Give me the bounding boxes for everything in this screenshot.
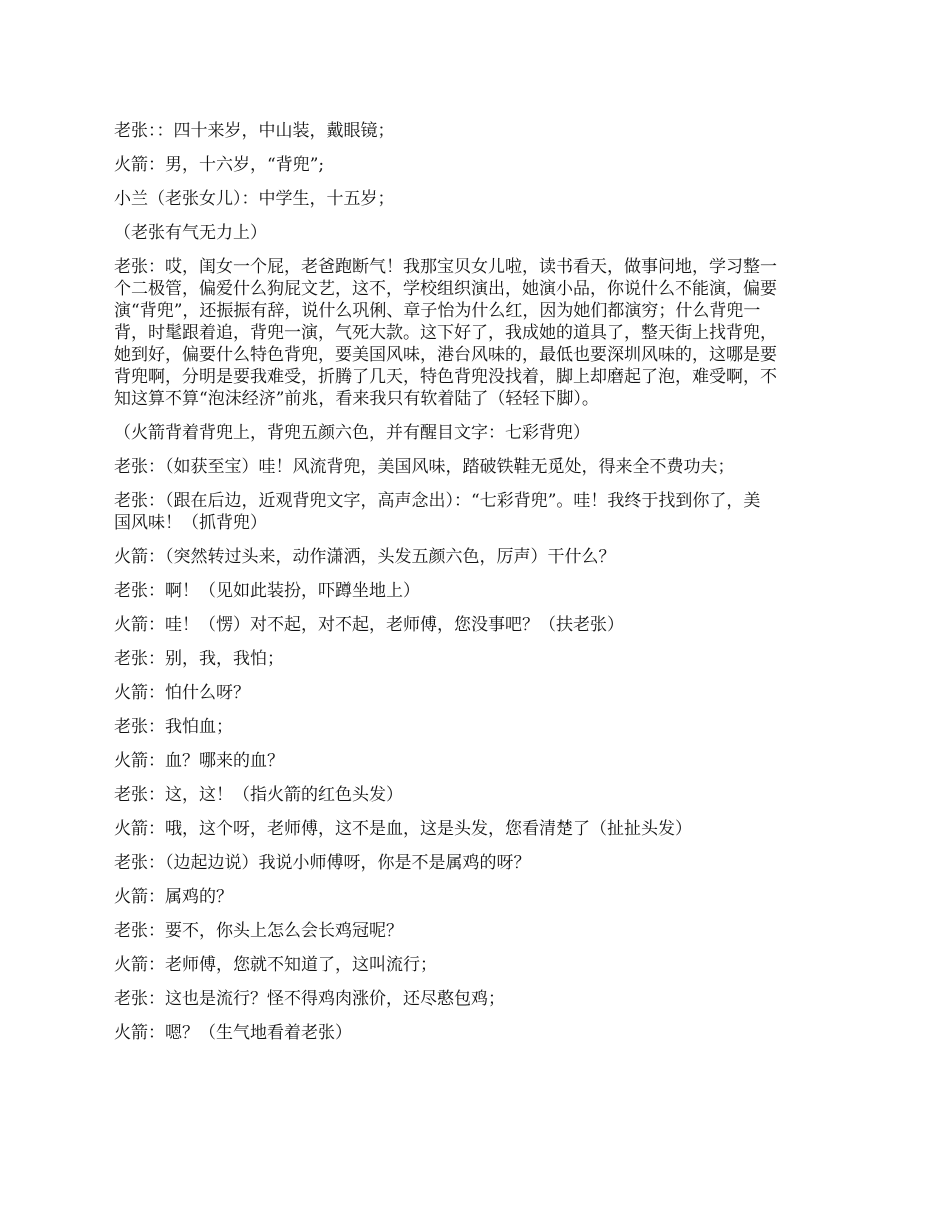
dialogue-line: 老张：啊！（见如此装扮，吓蹲坐地上）	[114, 581, 420, 601]
dialogue-line: 老张：这，这！（指火箭的红色头发）	[114, 785, 403, 805]
dialogue-line: 火箭：（突然转过头来，动作潇洒，头发五颜六色，厉声）干什么？	[114, 547, 616, 567]
dialogue-line: 国风味！（抓背兜）	[114, 513, 267, 533]
monologue-line: 背，时髦跟着追，背兜一演，气死大款。这下好了，我成她的道具了，整天街上找背兜，	[114, 323, 777, 343]
monologue-line: 老张：哎，闺女一个屁，老爸跑断气！我那宝贝女儿啦，读书看天，做事问地，学习整一	[114, 257, 777, 277]
cast-line-laozhang: 老张：：四十来岁，中山装，戴眼镜；	[114, 121, 395, 141]
dialogue-line: 老张：（边起边说）我说小师傅呀，你是不是属鸡的呀？	[114, 853, 531, 873]
stage-direction: （火箭背着背兜上，背兜五颜六色，并有醒目文字：七彩背兜）	[114, 423, 590, 443]
script-page	[114, 120, 840, 1056]
stage-direction: （老张有气无力上）	[114, 223, 267, 243]
dialogue-line: 老张：要不，你头上怎么会长鸡冠呢？	[114, 921, 403, 941]
dialogue-line: 火箭：属鸡的？	[114, 887, 233, 907]
dialogue-line: 火箭：哦，这个呀，老师傅，这不是血，这是头发，您看清楚了（扯扯头发）	[114, 819, 692, 839]
monologue-line: 她到好，偏要什么特色背兜，要美国风味，港台风味的，最低也要深圳风味的，这哪是要	[114, 345, 777, 365]
dialogue-line: 火箭：嗯？（生气地看着老张）	[114, 1023, 352, 1043]
dialogue-line: 老张：我怕血；	[114, 717, 233, 737]
dialogue-line: 火箭：怕什么呀？	[114, 683, 250, 703]
dialogue-line: 老张：（跟在后边，近观背兜文字，高声念出）：“七彩背兜”。哇！我终于找到你了，美	[114, 491, 761, 511]
dialogue-line: 老张：（如获至宝）哇！风流背兜，美国风味，踏破铁鞋无觅处，得来全不费功夫；	[114, 457, 735, 477]
monologue-line: 演“背兜”，还振振有辞，说什么巩俐、章子怡为什么红，因为她们都演穷；什么背兜一	[114, 301, 761, 321]
monologue-line: 知这算不算“泡沫经济”前兆，看来我只有软着陆了（轻轻下脚）。	[114, 389, 599, 409]
cast-line-huojian: 火箭：男，十六岁，“背兜”;	[114, 155, 325, 175]
monologue-line: 个二极管，偏爱什么狗屁文艺，这不，学校组织演出，她演小品，你说什么不能演，偏要	[114, 279, 777, 299]
dialogue-paragraph	[114, 490, 840, 534]
cast-line-xiaolan: 小兰（老张女儿）：中学生，十五岁；	[114, 189, 395, 209]
dialogue-line: 老张：这也是流行？怪不得鸡肉涨价，还尽憨包鸡；	[114, 989, 505, 1009]
monologue-line: 背兜啊，分明是要我难受，折腾了几天，特色背兜没找着，脚上却磨起了泡，难受啊，不	[114, 367, 777, 387]
dialogue-line: 火箭：老师傅，您就不知道了，这叫流行；	[114, 955, 437, 975]
dialogue-line: 火箭：血？哪来的血？	[114, 751, 284, 771]
monologue-paragraph	[114, 256, 840, 410]
dialogue-line: 老张：别，我，我怕；	[114, 649, 284, 669]
dialogue-line: 火箭：哇！（愣）对不起，对不起，老师傅，您没事吧？（扶老张）	[114, 615, 624, 635]
